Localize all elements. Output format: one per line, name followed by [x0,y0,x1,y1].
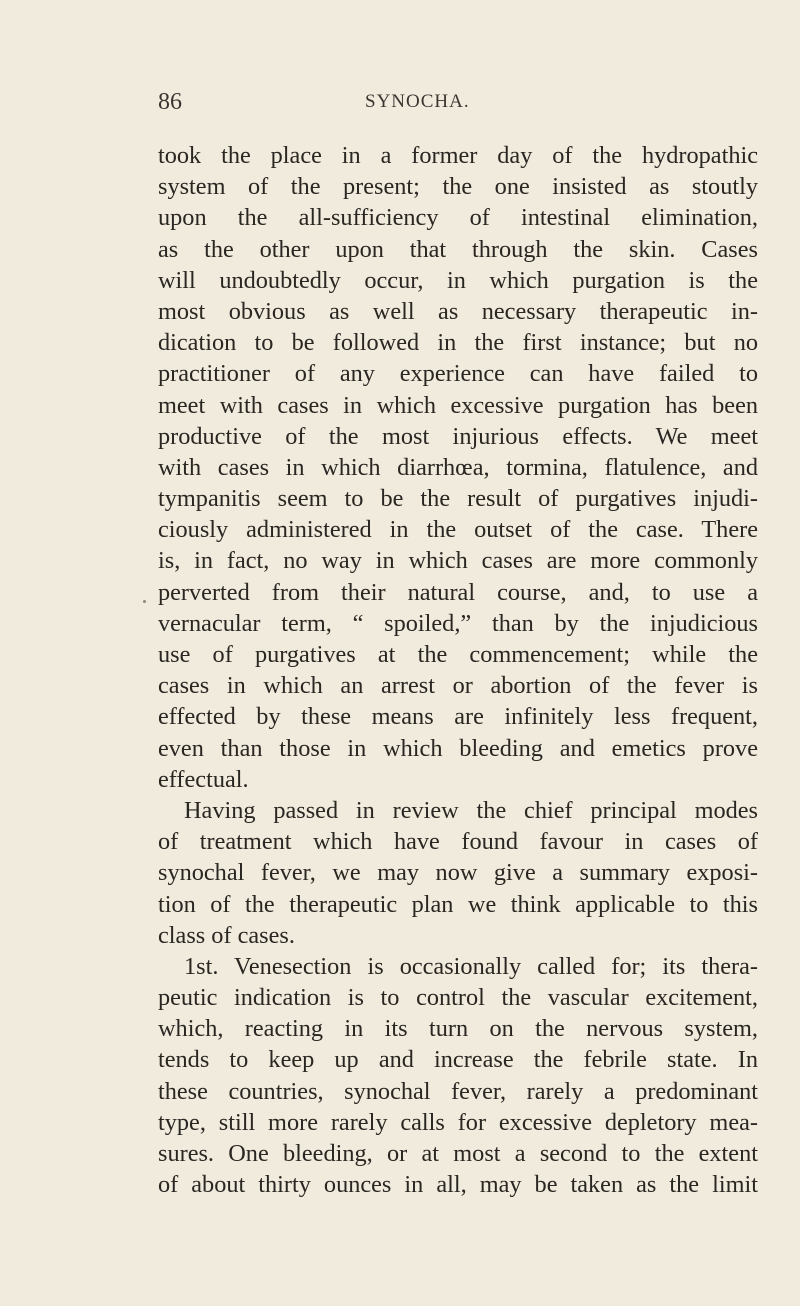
text-line: practitioner of any experience can have failed to [158,360,758,388]
text-line: vernacular term, “ spoiled,” than by the injudicious [158,609,758,637]
text-line: class of cases. [158,921,295,949]
text-line: productive of the most injurious effects. We meet [158,422,758,450]
text-line: ciously administered in the outset of the case. There [158,516,758,544]
text-line: type, still more rarely calls for excessive depletory mea- [158,1108,758,1136]
body-text [158,140,758,1200]
text-line: effectual. [158,765,249,793]
paragraph-start-line: 1st. Venesection is occasionally called for; its thera- [184,952,758,980]
text-line: will undoubtedly occur, in which purgation is the [158,266,758,294]
text-line: sures. One bleeding, or at most a second to the extent [158,1140,758,1167]
text-line: took the place in a former day of the hydropathic [158,142,758,169]
text-line: tion of the therapeutic plan we think applicable to this [158,890,758,918]
text-line: as the other upon that through the skin. Cases [158,235,758,263]
text-line: tends to keep up and increase the febrile state. In [158,1046,758,1074]
text-line: peutic indication is to control the vascular excitement, [158,984,758,1012]
text-line: dication to be followed in the first instance; but no [158,329,758,357]
page-number: 86 [158,89,182,115]
ink-speck [143,600,146,603]
text-line: use of purgatives at the commencement; while the [158,641,758,668]
text-line: is, in fact, no way in which cases are more commonly [158,547,758,575]
page-header [158,86,758,118]
text-line: even than those in which bleeding and emetics prove [158,734,758,762]
text-line: of treatment which have found favour in cases of [158,828,758,856]
text-line: meet with cases in which excessive purgation has been [158,391,758,419]
running-head: SYNOCHA. [365,91,470,112]
text-line: synochal fever, we may now give a summary exposi- [158,859,758,887]
text-line: most obvious as well as necessary therapeutic in- [158,297,758,325]
text-line: cases in which an arrest or abortion of the fever is [158,672,758,700]
paragraph-start-line: Having passed in review the chief principal modes [184,796,758,824]
text-line: system of the present; the one insisted as stoutly [158,173,758,201]
text-line: perverted from their natural course, and, to use a [158,578,758,606]
text-line: of about thirty ounces in all, may be taken as the limit [158,1171,758,1199]
text-line: upon the all-sufficiency of intestinal elimination, [158,204,758,232]
text-line: these countries, synochal fever, rarely a predominant [158,1077,758,1105]
text-line: effected by these means are infinitely less frequent, [158,703,758,731]
text-line: which, reacting in its turn on the nervous system, [158,1015,758,1043]
text-line: tympanitis seem to be the result of purgatives injudi- [158,485,758,513]
text-line: with cases in which diarrhœa, tormina, flatulence, and [158,453,758,481]
